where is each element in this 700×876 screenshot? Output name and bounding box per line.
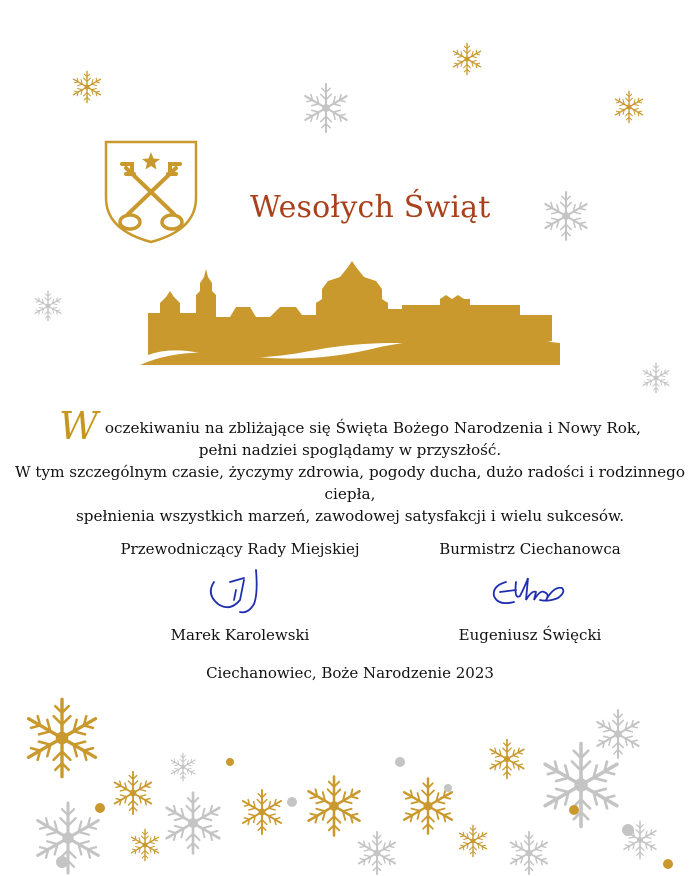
message-line: pełni nadziei spoglądamy w przyszłość.	[198, 441, 502, 459]
message-line: spełnienia wszystkich marzeń, zawodowej satysfakcji i wielu sukcesów.	[75, 507, 625, 525]
drop-cap: W	[59, 404, 99, 448]
snowflake-border	[0, 690, 700, 876]
signatory-name: Eugeniusz Święcki	[458, 626, 602, 644]
signature-icon	[200, 564, 280, 616]
signatory-title: Przewodniczący Rady Miejskiej	[120, 540, 360, 558]
signatory-left	[100, 540, 380, 644]
snowflake-icon	[612, 90, 646, 124]
snowflake-icon	[450, 42, 484, 76]
place-date: Ciechanowiec, Boże Narodzenie 2023	[206, 664, 494, 682]
decorative-dots	[0, 690, 700, 876]
snowflake-icon	[640, 362, 672, 394]
snowflake-icon	[32, 290, 64, 322]
signatory-name: Marek Karolewski	[170, 626, 310, 644]
snowflake-icon	[540, 190, 592, 242]
signatory-title: Burmistrz Ciechanowca	[439, 540, 621, 558]
signatory-right	[390, 540, 670, 644]
snowflake-icon	[300, 82, 352, 134]
signature-icon	[480, 564, 580, 616]
greeting-title: Wesołych Świąt	[250, 190, 491, 225]
snowflake-icon	[70, 70, 104, 104]
message-line: oczekiwaniu na zbliżające się Święta Bożego Narodzenia i Nowy Rok,	[100, 419, 641, 437]
greeting-message	[0, 404, 700, 527]
message-line: W tym szczególnym czasie, życzymy zdrowia, pogody ducha, dużo radości i rodzinnego ciepła,	[14, 463, 686, 503]
coat-of-arms-icon	[102, 138, 200, 246]
town-skyline-icon	[140, 255, 560, 365]
